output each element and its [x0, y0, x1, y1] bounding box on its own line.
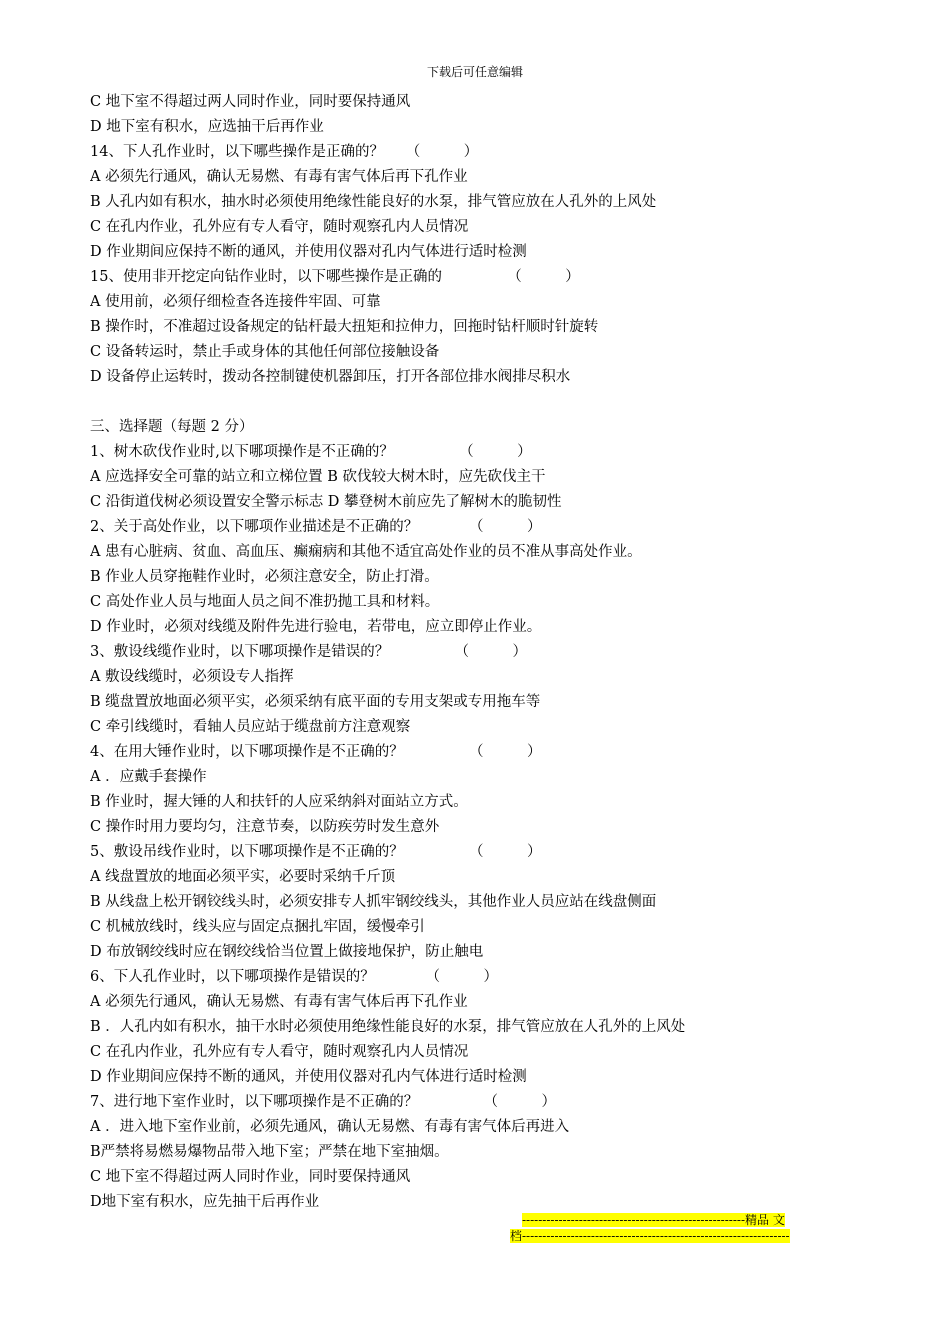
- option-d: D 布放钢绞线时应在钢绞线恰当位置上做接地保护，防止触电: [90, 944, 484, 960]
- option-b: B 从线盘上松开钢铰线头时，必须安排专人抓牢钢绞线头，其他作业人员应站在线盘侧面: [90, 894, 657, 910]
- question-2: 2、关于高处作业，以下哪项作业描述是不正确的？ （ ）: [90, 519, 542, 535]
- option-c: C 牵引线缆时，看轴人员应站于缆盘前方注意观察: [90, 719, 411, 735]
- option-d: D 作业期间应保持不断的通风，并使用仪器对孔内气体进行适时检测: [90, 1069, 527, 1085]
- option-d: D 作业期间应保持不断的通风，并使用仪器对孔内气体进行适时检测: [90, 244, 527, 260]
- option-b: B严禁将易燃易爆物品带入地下室；严禁在地下室抽烟。: [90, 1144, 449, 1160]
- question-3: 3、敷设线缆作业时，以下哪项操作是错误的？ （ ）: [90, 644, 527, 660]
- option-a: A 使用前，必须仔细检查各连接件牢固、可靠: [90, 294, 381, 310]
- option-d: D 作业时，必须对线缆及附件先进行验电，若带电，应立即停止作业。: [90, 619, 542, 635]
- footer-line-1: -------------------------------------------------------精品 文: [522, 1213, 785, 1227]
- option-b: B 作业时，握大锤的人和扶钎的人应采纳斜对面站立方式。: [90, 794, 468, 810]
- question-7: 7、进行地下室作业时，以下哪项操作是不正确的？ （ ）: [90, 1094, 556, 1110]
- option-c: C 在孔内作业，孔外应有专人看守，随时观察孔内人员情况: [90, 219, 469, 235]
- blank-line: [90, 390, 890, 415]
- option-a: A ．进入地下室作业前，必须先通风，确认无易燃、有毒有害气体后再进入: [90, 1119, 570, 1135]
- option-b: B ．人孔内如有积水，抽干水时必须使用绝缘性能良好的水泵，排气管应放在人孔外的上风处: [90, 1019, 686, 1035]
- page-footer: [510, 1212, 860, 1244]
- option-c: C 操作时用力要均匀，注意节奏，以防疾劳时发生意外: [90, 819, 440, 835]
- option-a: A 敷设线缆时，必须设专人指挥: [90, 669, 294, 685]
- page-header: 下载后可任意编辑: [426, 65, 523, 79]
- option-b: B 缆盘置放地面必须平实，必须采纳有底平面的专用支架或专用拖车等: [90, 694, 541, 710]
- option-c: C 设备转运时，禁止手或身体的其他任何部位接触设备: [90, 344, 440, 360]
- option-a: A 患有心脏病、贫血、高血压、癫痫病和其他不适宜高处作业的员不准从事高处作业。: [90, 544, 642, 560]
- option-d: D 设备停止运转时，拨动各控制键使机器卸压，打开各部位排水阀排尽积水: [90, 369, 571, 385]
- option-c: C 地下室不得超过两人同时作业，同时要保持通风: [90, 1169, 411, 1185]
- question-15: 15、使用非开挖定向钻作业时，以下哪些操作是正确的 （ ）: [90, 269, 580, 285]
- text-line: D 地下室有积水，应选抽干后再作业: [90, 119, 324, 135]
- option-c: C 机械放线时，线头应与固定点捆扎牢固，缓慢牵引: [90, 919, 425, 935]
- option-ab: A 应选择安全可靠的站立和立梯位置 B 砍伐较大树木时，应先砍伐主干: [90, 469, 546, 485]
- question-6: 6、下人孔作业时，以下哪项操作是错误的？ （ ）: [90, 969, 498, 985]
- option-b: B 操作时，不准超过设备规定的钻杆最大扭矩和拉伸力，回拖时钻杆顺时针旋转: [90, 319, 599, 335]
- question-4: 4、在用大锤作业时，以下哪项操作是不正确的？ （ ）: [90, 744, 542, 760]
- text-line: C 地下室不得超过两人同时作业，同时要保持通风: [90, 94, 411, 110]
- option-b: B 作业人员穿拖鞋作业时，必须注意安全，防止打滑。: [90, 569, 439, 585]
- section-heading: 三、选择题（每题 2 分）: [90, 419, 254, 435]
- option-a: A 必须先行通风，确认无易燃、有毒有害气体后再下孔作业: [90, 169, 468, 185]
- option-c: C 在孔内作业，孔外应有专人看守，随时观察孔内人员情况: [90, 1044, 469, 1060]
- footer-line-2: 档------------------------------------------------------------------: [510, 1229, 790, 1243]
- option-d: D地下室有积水，应先抽干后再作业: [90, 1194, 320, 1210]
- question-5: 5、敷设吊线作业时，以下哪项操作是不正确的？ （ ）: [90, 844, 542, 860]
- document-body: [90, 90, 890, 1215]
- option-a: A ．应戴手套操作: [90, 769, 207, 785]
- question-1: 1、树木砍伐作业时,以下哪项操作是不正确的？ （ ）: [90, 444, 532, 460]
- question-14: 14、下人孔作业时，以下哪些操作是正确的？ （ ）: [90, 144, 479, 160]
- option-a: A 必须先行通风，确认无易燃、有毒有害气体后再下孔作业: [90, 994, 468, 1010]
- option-b: B 人孔内如有积水，抽水时必须使用绝缘性能良好的水泵，排气管应放在人孔外的上风处: [90, 194, 657, 210]
- option-cd: C 沿街道伐树必须设置安全警示标志 D 攀登树木前应先了解树木的脆韧性: [90, 494, 562, 510]
- option-c: C 高处作业人员与地面人员之间不准扔抛工具和材料。: [90, 594, 440, 610]
- option-a: A 线盘置放的地面必须平实，必要时采纳千斤顶: [90, 869, 396, 885]
